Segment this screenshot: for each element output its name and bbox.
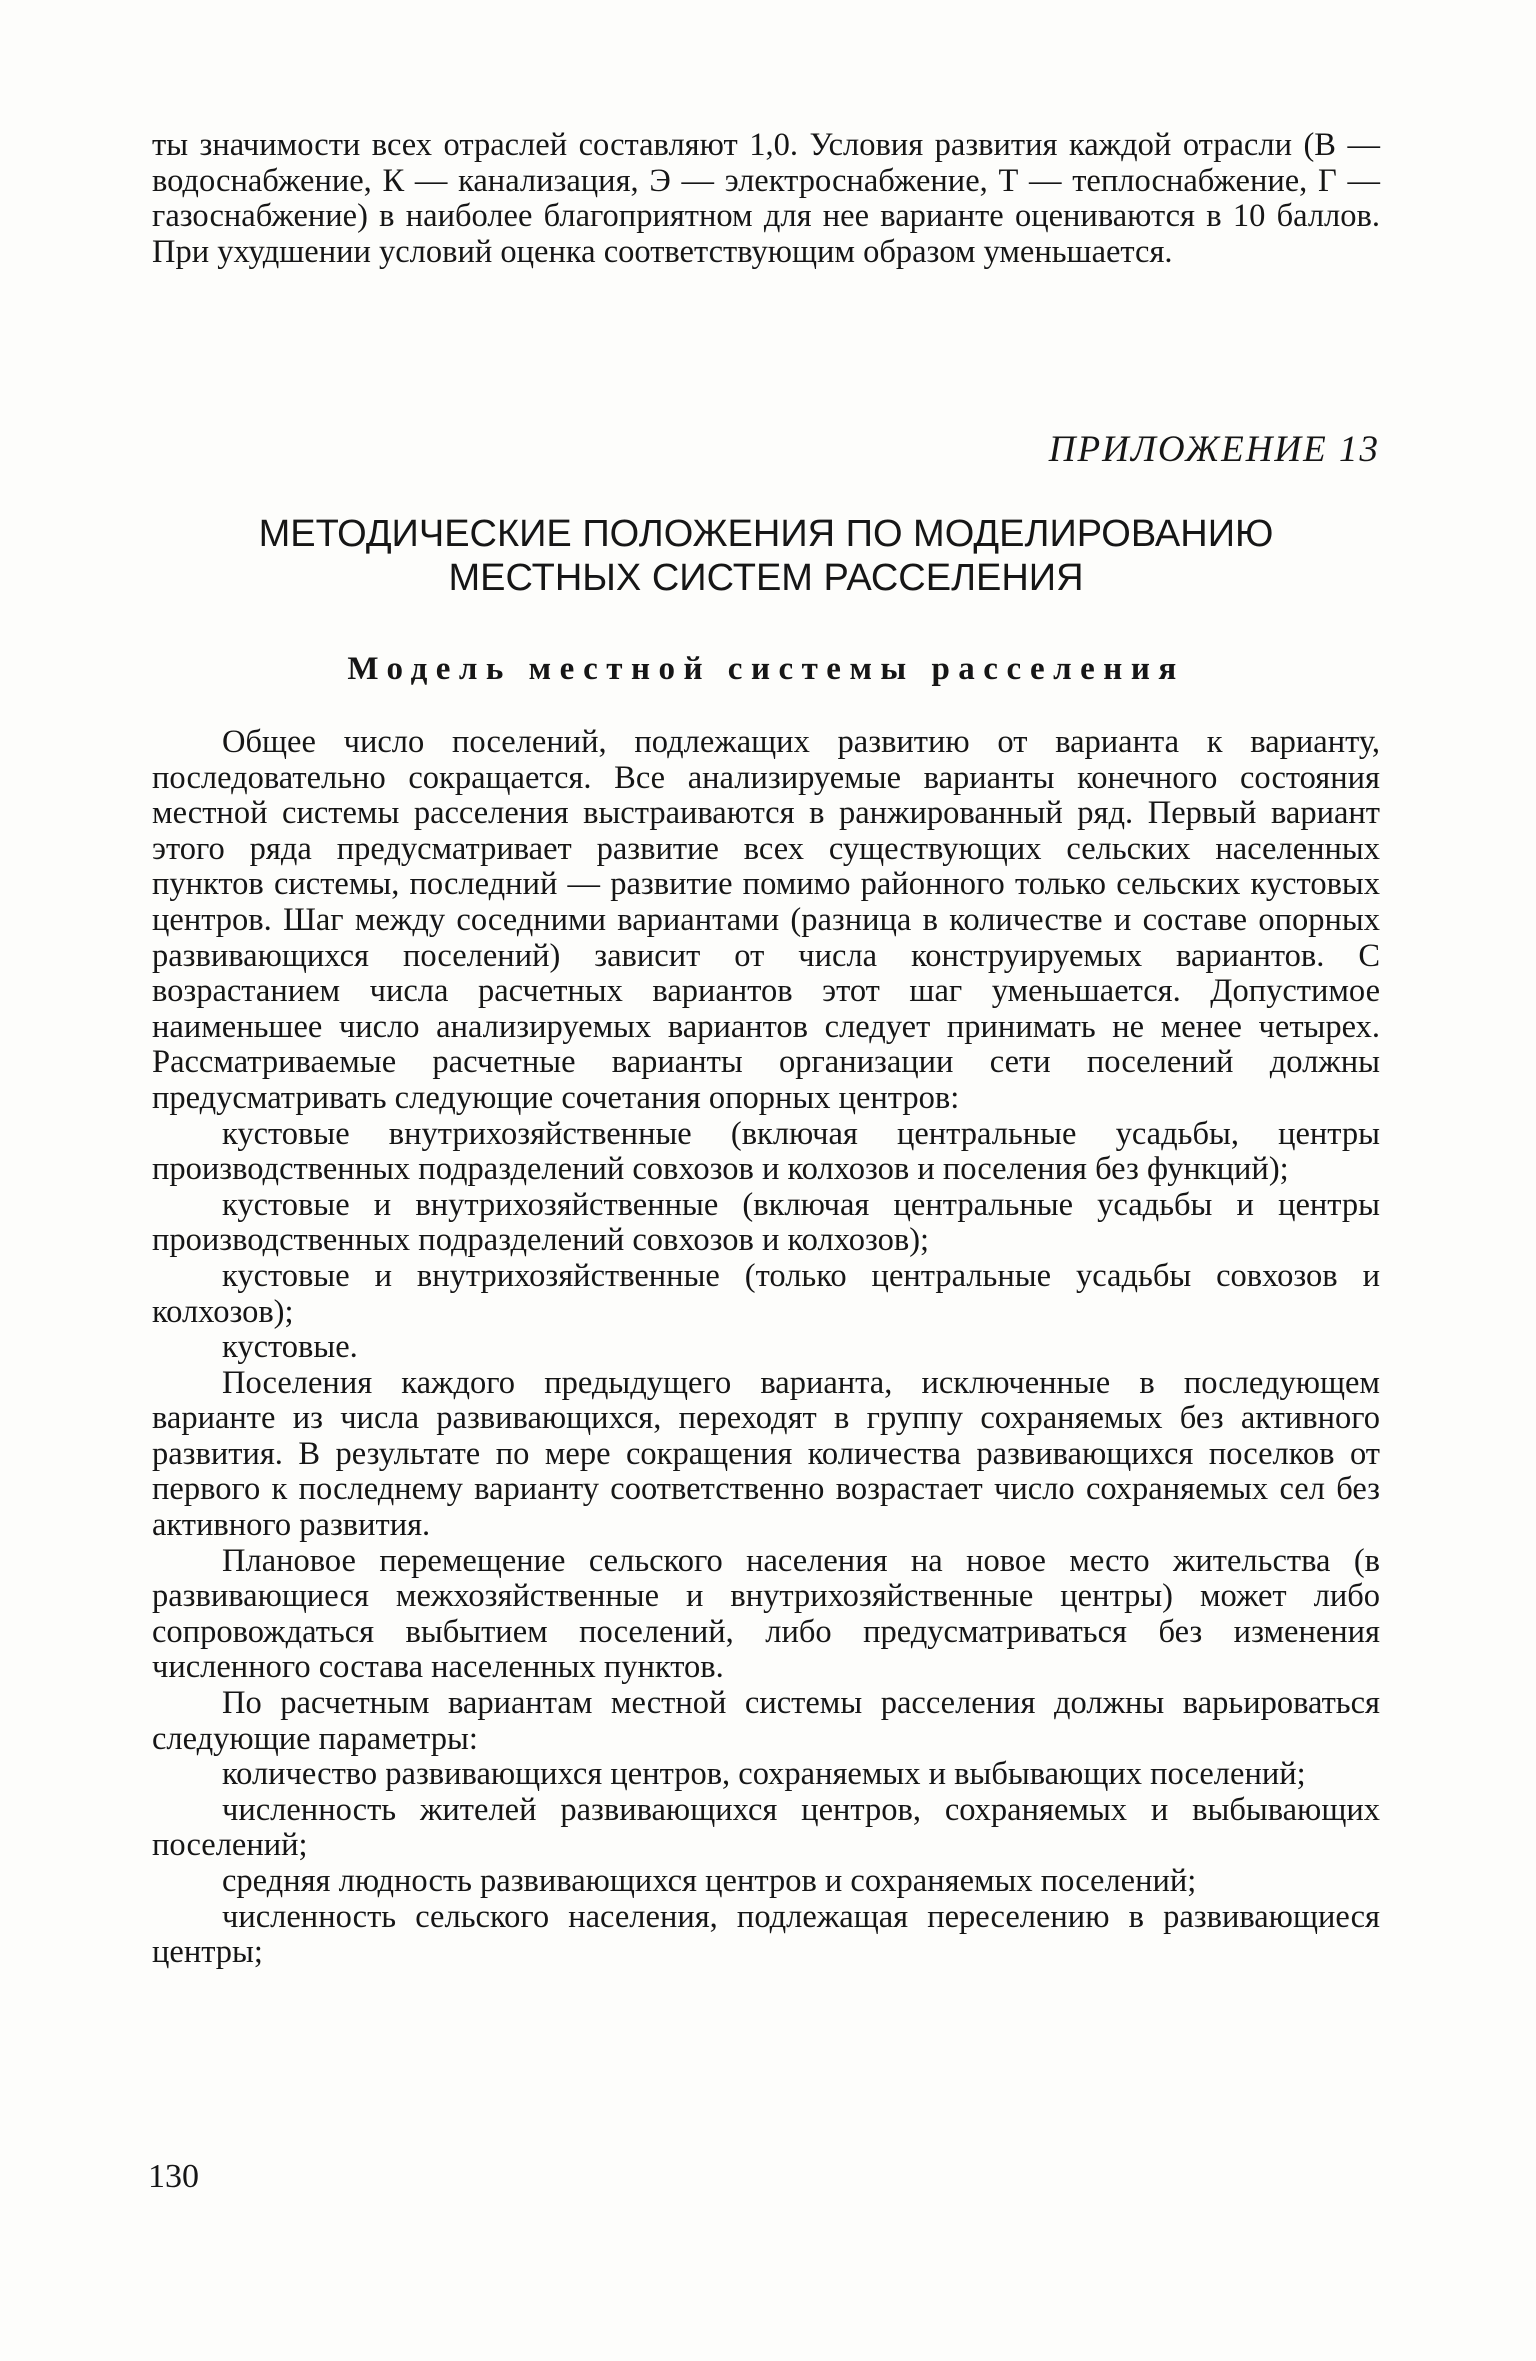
appendix-label: ПРИЛОЖЕНИЕ 13 [1048, 429, 1380, 470]
paragraph: Плановое перемещение сельского населения на новое место жительства (в развивающиеся межхозяйственные и внутрихозяйственные центры) может либо сопровождаться выбытием поселений, либо предусматриваться без изменения численного состава населенных пунктов. [152, 1542, 1380, 1686]
section-title: Модель местной системы расселения [347, 651, 1185, 687]
top-paragraph: ты значимости всех отраслей составляют 1,0. Условия развития каждой отрасли (В — водоснабжение, К — канализация, Э — электроснабжение, Т — теплоснабжение, Г — газоснабжение) в наиболее благоприятном для нее варианте оцениваются в 10 баллов. При ухудшении условий оценка соответствующим образом уменьшается. [152, 127, 1380, 270]
paragraph: численность жителей развивающихся центров, сохраняемых и выбывающих поселений; [152, 1791, 1380, 1864]
paragraph: Поселения каждого предыдущего варианта, исключенные в последующем варианте из числа развивающихся, переходят в группу сохраняемых без активного развития. В результате по мере сокращения количества развивающихся поселков от первого к последнему варианту соответственно возрастает число сохраняемых сел без активного развития. [152, 1364, 1380, 1544]
paragraph: численность сельского населения, подлежащая переселению в развивающиеся центры; [152, 1898, 1380, 1971]
paragraph: количество развивающихся центров, сохраняемых и выбывающих поселений; [222, 1756, 1306, 1793]
title-line-2: МЕСТНЫХ СИСТЕМ РАССЕЛЕНИЯ [448, 557, 1084, 599]
title-line-1: МЕТОДИЧЕСКИЕ ПОЛОЖЕНИЯ ПО МОДЕЛИРОВАНИЮ [258, 513, 1274, 555]
page-number: 130 [148, 2158, 199, 2195]
paragraph: кустовые и внутрихозяйственные (только центральные усадьбы совхозов и колхозов); [152, 1257, 1380, 1330]
paragraph: Общее число поселений, подлежащих развитию от варианта к варианту, последовательно сокращается. Все анализируемые варианты конечного состояния местной системы расселения выстраиваются в ранжированный ряд. Первый вариант этого ряда предусматривает развитие всех существующих сельских населенных пунктов системы, последний — развитие помимо районного только сельских кустовых центров. Шаг между соседними вариантами (разница в количестве и составе опорных развивающихся поселений) зависит от числа конструируемых вариантов. С возрастанием числа расчетных вариантов этот шаг уменьшается. Допустимое наименьшее число анализируемых вариантов следует принимать не менее четырех. Рассматриваемые расчетные варианты организации сети поселений должны предусматривать следующие сочетания опорных центров: [152, 724, 1380, 1116]
paragraph: средняя людность развивающихся центров и сохраняемых поселений; [222, 1863, 1197, 1899]
body-text [152, 725, 1380, 1971]
paragraph: кустовые и внутрихозяйственные (включая центральные усадьбы и центры производственных подразделений совхозов и колхозов); [152, 1186, 1380, 1259]
document-title [152, 512, 1380, 600]
paragraph: кустовые. [222, 1329, 358, 1366]
paragraph: кустовые внутрихозяйственные (включая центральные усадьбы, центры производственных подразделений совхозов и колхозов и поселения без функций); [152, 1115, 1380, 1188]
paragraph: По расчетным вариантам местной системы расселения должны варьироваться следующие параметры: [152, 1685, 1380, 1757]
